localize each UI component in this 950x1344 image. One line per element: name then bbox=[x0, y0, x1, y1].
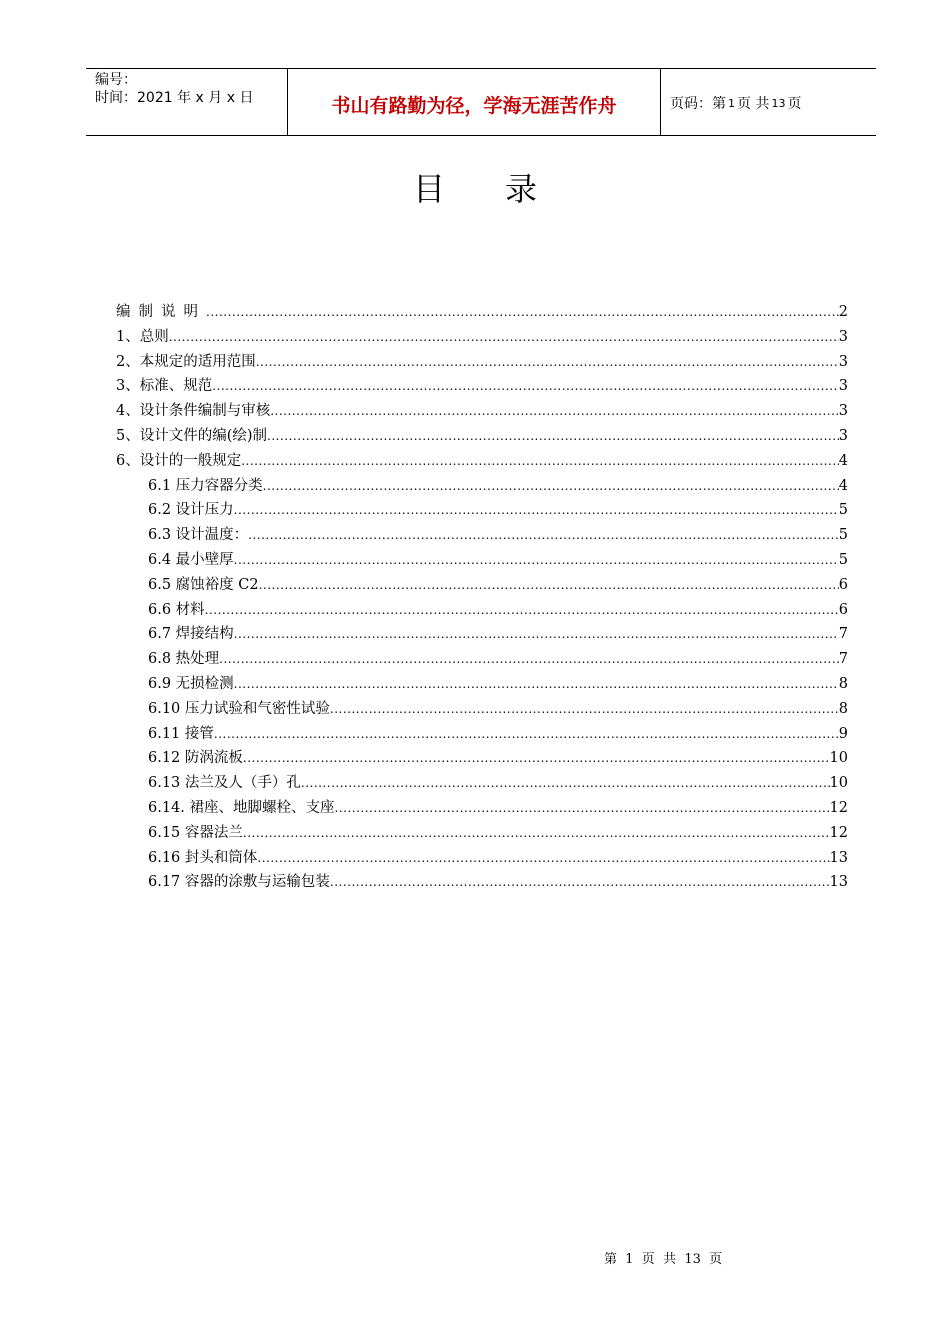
toc-entry-page: 3 bbox=[838, 403, 848, 420]
toc-leader-dots bbox=[335, 801, 830, 815]
page-prefix: 页码：第 bbox=[670, 96, 726, 112]
toc-entry[interactable] bbox=[116, 374, 848, 399]
header-page-info bbox=[661, 69, 876, 135]
toc-leader-dots bbox=[257, 851, 829, 865]
toc-leader-dots bbox=[205, 603, 839, 617]
table-of-contents bbox=[116, 300, 848, 895]
toc-leader-dots bbox=[234, 627, 839, 641]
toc-entry-page: 3 bbox=[838, 328, 848, 345]
toc-entry-page: 6 bbox=[838, 576, 848, 593]
toc-entry-page: 13 bbox=[829, 849, 848, 866]
toc-entry-label: 6、设计的一般规定 bbox=[116, 452, 242, 469]
header-motto bbox=[288, 69, 661, 135]
toc-entry[interactable] bbox=[116, 498, 848, 523]
toc-entry-page: 8 bbox=[838, 700, 848, 717]
toc-entry-label: 6.12 防涡流板 bbox=[148, 750, 243, 767]
toc-entry-label: 1、总则 bbox=[116, 328, 169, 345]
toc-entry-page: 3 bbox=[838, 353, 848, 370]
page-suffix: 页 bbox=[787, 96, 802, 112]
toc-entry-page: 8 bbox=[838, 675, 848, 692]
toc-leader-dots bbox=[330, 702, 839, 716]
toc-leader-dots bbox=[206, 305, 839, 319]
toc-entry[interactable] bbox=[116, 647, 848, 672]
toc-entry-label: 6.5 腐蚀裕度 C2 bbox=[148, 576, 259, 593]
toc-entry[interactable] bbox=[116, 474, 848, 499]
toc-entry[interactable] bbox=[116, 796, 848, 821]
page-title: 目录 bbox=[412, 170, 597, 208]
toc-entry-label: 编制说明 bbox=[116, 304, 206, 320]
serial-label: 编号： bbox=[95, 72, 137, 88]
toc-entry[interactable] bbox=[116, 449, 848, 474]
toc-leader-dots bbox=[243, 751, 830, 765]
toc-entry-page: 5 bbox=[838, 551, 848, 568]
toc-entry-page: 7 bbox=[838, 651, 848, 668]
toc-entry[interactable] bbox=[116, 325, 848, 350]
toc-entry-label: 6.4 最小壁厚 bbox=[148, 551, 234, 568]
toc-entry-label: 6.11 接管 bbox=[148, 725, 214, 742]
toc-entry-page: 10 bbox=[829, 750, 848, 767]
toc-entry[interactable] bbox=[116, 746, 848, 771]
toc-entry[interactable] bbox=[116, 598, 848, 623]
toc-entry[interactable] bbox=[116, 573, 848, 598]
toc-leader-dots bbox=[234, 553, 839, 567]
toc-entry-page: 9 bbox=[838, 725, 848, 742]
toc-entry[interactable] bbox=[116, 622, 848, 647]
toc-entry-page: 10 bbox=[829, 775, 848, 792]
toc-entry-page: 4 bbox=[838, 452, 848, 469]
toc-entry-label: 6.14. 裙座、地脚螺栓、支座 bbox=[148, 799, 335, 816]
toc-entry-label: 6.2 设计压力 bbox=[148, 502, 234, 519]
toc-leader-dots bbox=[267, 429, 839, 443]
toc-entry-label: 3、标准、规范 bbox=[116, 378, 213, 395]
toc-leader-dots bbox=[243, 826, 830, 840]
toc-entry-label: 6.3 设计温度： bbox=[148, 527, 249, 544]
toc-entry-label: 6.9 无损检测 bbox=[148, 675, 234, 692]
toc-entry[interactable] bbox=[116, 424, 848, 449]
toc-entry-label: 6.6 材料 bbox=[148, 601, 205, 618]
toc-leader-dots bbox=[219, 652, 839, 666]
time-line bbox=[95, 89, 287, 107]
toc-leader-dots bbox=[256, 355, 839, 369]
toc-entry-page: 5 bbox=[838, 527, 848, 544]
toc-entry-label: 2、本规定的适用范围 bbox=[116, 353, 256, 370]
toc-entry[interactable] bbox=[116, 846, 848, 871]
toc-leader-dots bbox=[169, 330, 839, 344]
toc-leader-dots bbox=[214, 727, 839, 741]
toc-entry[interactable] bbox=[116, 771, 848, 796]
toc-leader-dots bbox=[248, 528, 839, 542]
toc-entry[interactable] bbox=[116, 697, 848, 722]
toc-entry-page: 4 bbox=[838, 477, 848, 494]
toc-entry[interactable] bbox=[116, 821, 848, 846]
toc-leader-dots bbox=[234, 677, 839, 691]
toc-entry[interactable] bbox=[116, 672, 848, 697]
toc-leader-dots bbox=[263, 479, 839, 493]
toc-entry[interactable] bbox=[116, 722, 848, 747]
toc-leader-dots bbox=[212, 379, 839, 393]
toc-entry-page: 3 bbox=[838, 378, 848, 395]
toc-entry[interactable] bbox=[116, 300, 848, 325]
toc-entry-page: 2 bbox=[838, 304, 848, 320]
toc-entry-page: 6 bbox=[838, 601, 848, 618]
toc-entry-page: 12 bbox=[829, 799, 848, 816]
time-year: 2021 bbox=[137, 90, 173, 106]
toc-entry-label: 6.8 热处理 bbox=[148, 651, 220, 668]
toc-leader-dots bbox=[330, 875, 830, 889]
toc-entry[interactable] bbox=[116, 523, 848, 548]
toc-leader-dots bbox=[259, 578, 839, 592]
toc-entry[interactable] bbox=[116, 548, 848, 573]
toc-leader-dots bbox=[234, 503, 839, 517]
page-mid: 页 共 bbox=[737, 96, 770, 112]
toc-entry[interactable] bbox=[116, 350, 848, 375]
toc-entry-page: 13 bbox=[829, 874, 848, 891]
page-footer: 第 1 页 共 13 页 bbox=[604, 1252, 723, 1267]
page-current: 1 bbox=[728, 96, 735, 110]
toc-leader-dots bbox=[301, 776, 830, 790]
toc-entry-page: 7 bbox=[838, 626, 848, 643]
toc-entry-page: 3 bbox=[838, 427, 848, 444]
toc-entry-page: 5 bbox=[838, 502, 848, 519]
toc-leader-dots bbox=[270, 404, 839, 418]
toc-entry-label: 6.10 压力试验和气密性试验 bbox=[148, 700, 330, 717]
page-total: 13 bbox=[771, 96, 786, 110]
toc-entry-label: 4、设计条件编制与审核 bbox=[116, 403, 271, 420]
toc-entry[interactable] bbox=[116, 399, 848, 424]
header-meta bbox=[86, 69, 288, 135]
toc-entry-label: 6.7 焊接结构 bbox=[148, 626, 234, 643]
page-header bbox=[86, 68, 876, 136]
toc-entry-page: 12 bbox=[829, 824, 848, 841]
toc-entry[interactable] bbox=[116, 870, 848, 895]
toc-entry-label: 6.1 压力容器分类 bbox=[148, 477, 263, 494]
toc-entry-label: 6.13 法兰及人（手）孔 bbox=[148, 775, 301, 792]
toc-entry-label: 6.17 容器的涂敷与运输包装 bbox=[148, 874, 330, 891]
toc-leader-dots bbox=[241, 454, 839, 468]
toc-entry-label: 6.16 封头和筒体 bbox=[148, 849, 258, 866]
toc-entry-label: 5、设计文件的编(绘)制 bbox=[116, 427, 268, 444]
time-rest: 年 x 月 x 日 bbox=[177, 90, 254, 106]
toc-entry-label: 6.15 容器法兰 bbox=[148, 824, 243, 841]
motto-text: 书山有路勤为径，学海无涯苦作舟 bbox=[331, 94, 617, 117]
time-label: 时间： bbox=[95, 90, 137, 106]
